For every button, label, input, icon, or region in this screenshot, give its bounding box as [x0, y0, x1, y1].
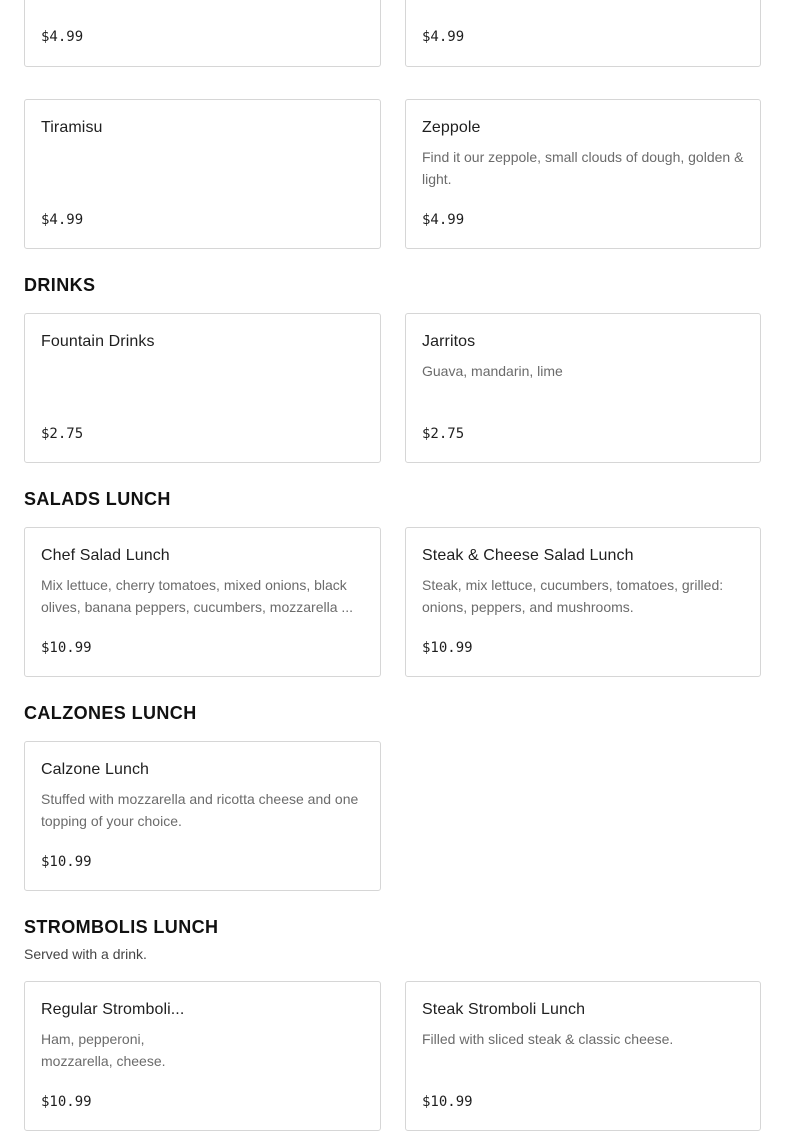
item-price: $10.99 [422, 640, 473, 656]
menu-item-zeppole[interactable] [405, 99, 761, 249]
menu-item-jarritos[interactable] [405, 313, 761, 463]
item-description: Steak, mix lettuce, cucumbers, tomatoes, grilled: onions, peppers, and mushrooms. [422, 577, 724, 615]
item-description: Mix lettuce, cherry tomatoes, mixed onions, black olives, banana peppers, cucumbers, mozzarella ... [41, 577, 354, 615]
item-price: $2.75 [422, 426, 465, 442]
item-name: Tiramisu [41, 119, 103, 136]
item-description: Guava, mandarin, lime [422, 363, 563, 379]
item-price: $10.99 [41, 1094, 92, 1110]
item-name: Chef Salad Lunch [41, 547, 170, 564]
item-name: Regular Stromboli... [41, 1001, 185, 1018]
section-title-salads-lunch: SALADS LUNCH [24, 489, 171, 509]
section-title-calzones-lunch: CALZONES LUNCH [24, 703, 197, 723]
menu-item-fountain-drinks[interactable] [24, 313, 381, 463]
item-description: Ham, pepperoni, mozzarella, cheese. [41, 1031, 166, 1069]
item-price: $4.99 [422, 29, 465, 45]
menu-item-steak-stromboli-lunch[interactable] [405, 981, 761, 1131]
item-price: $10.99 [41, 640, 92, 656]
menu-item-regular-stromboli[interactable] [24, 981, 381, 1131]
item-price: $10.99 [422, 1094, 473, 1110]
item-price: $10.99 [41, 854, 92, 870]
item-description: Stuffed with mozzarella and ricotta cheese and one topping of your choice. [41, 791, 359, 829]
menu-item-tiramisu[interactable] [24, 99, 381, 249]
item-price: $4.99 [41, 212, 84, 228]
item-description: Filled with sliced steak & classic cheese. [422, 1031, 674, 1047]
menu-item-chef-salad-lunch[interactable] [24, 527, 381, 677]
item-name: Steak Stromboli Lunch [422, 1001, 586, 1018]
item-name: Zeppole [422, 119, 481, 136]
item-name: Jarritos [422, 333, 476, 350]
menu-item-calzone-lunch[interactable] [24, 741, 381, 891]
menu-item-card[interactable] [405, 0, 761, 67]
section-subtitle: Served with a drink. [24, 946, 147, 962]
item-price: $4.99 [422, 212, 465, 228]
item-description: Find it our zeppole, small clouds of dough, golden & light. [422, 149, 744, 187]
section-title-strombolis-lunch: STROMBOLIS LUNCH [24, 917, 219, 937]
section-title-drinks: DRINKS [24, 275, 96, 295]
menu-item-card[interactable] [24, 0, 381, 67]
item-price: $4.99 [41, 29, 84, 45]
item-name: Steak & Cheese Salad Lunch [422, 547, 634, 564]
item-name: Fountain Drinks [41, 333, 155, 350]
item-name: Calzone Lunch [41, 761, 150, 778]
menu-item-steak-cheese-salad-lunch[interactable] [405, 527, 761, 677]
item-price: $2.75 [41, 426, 84, 442]
